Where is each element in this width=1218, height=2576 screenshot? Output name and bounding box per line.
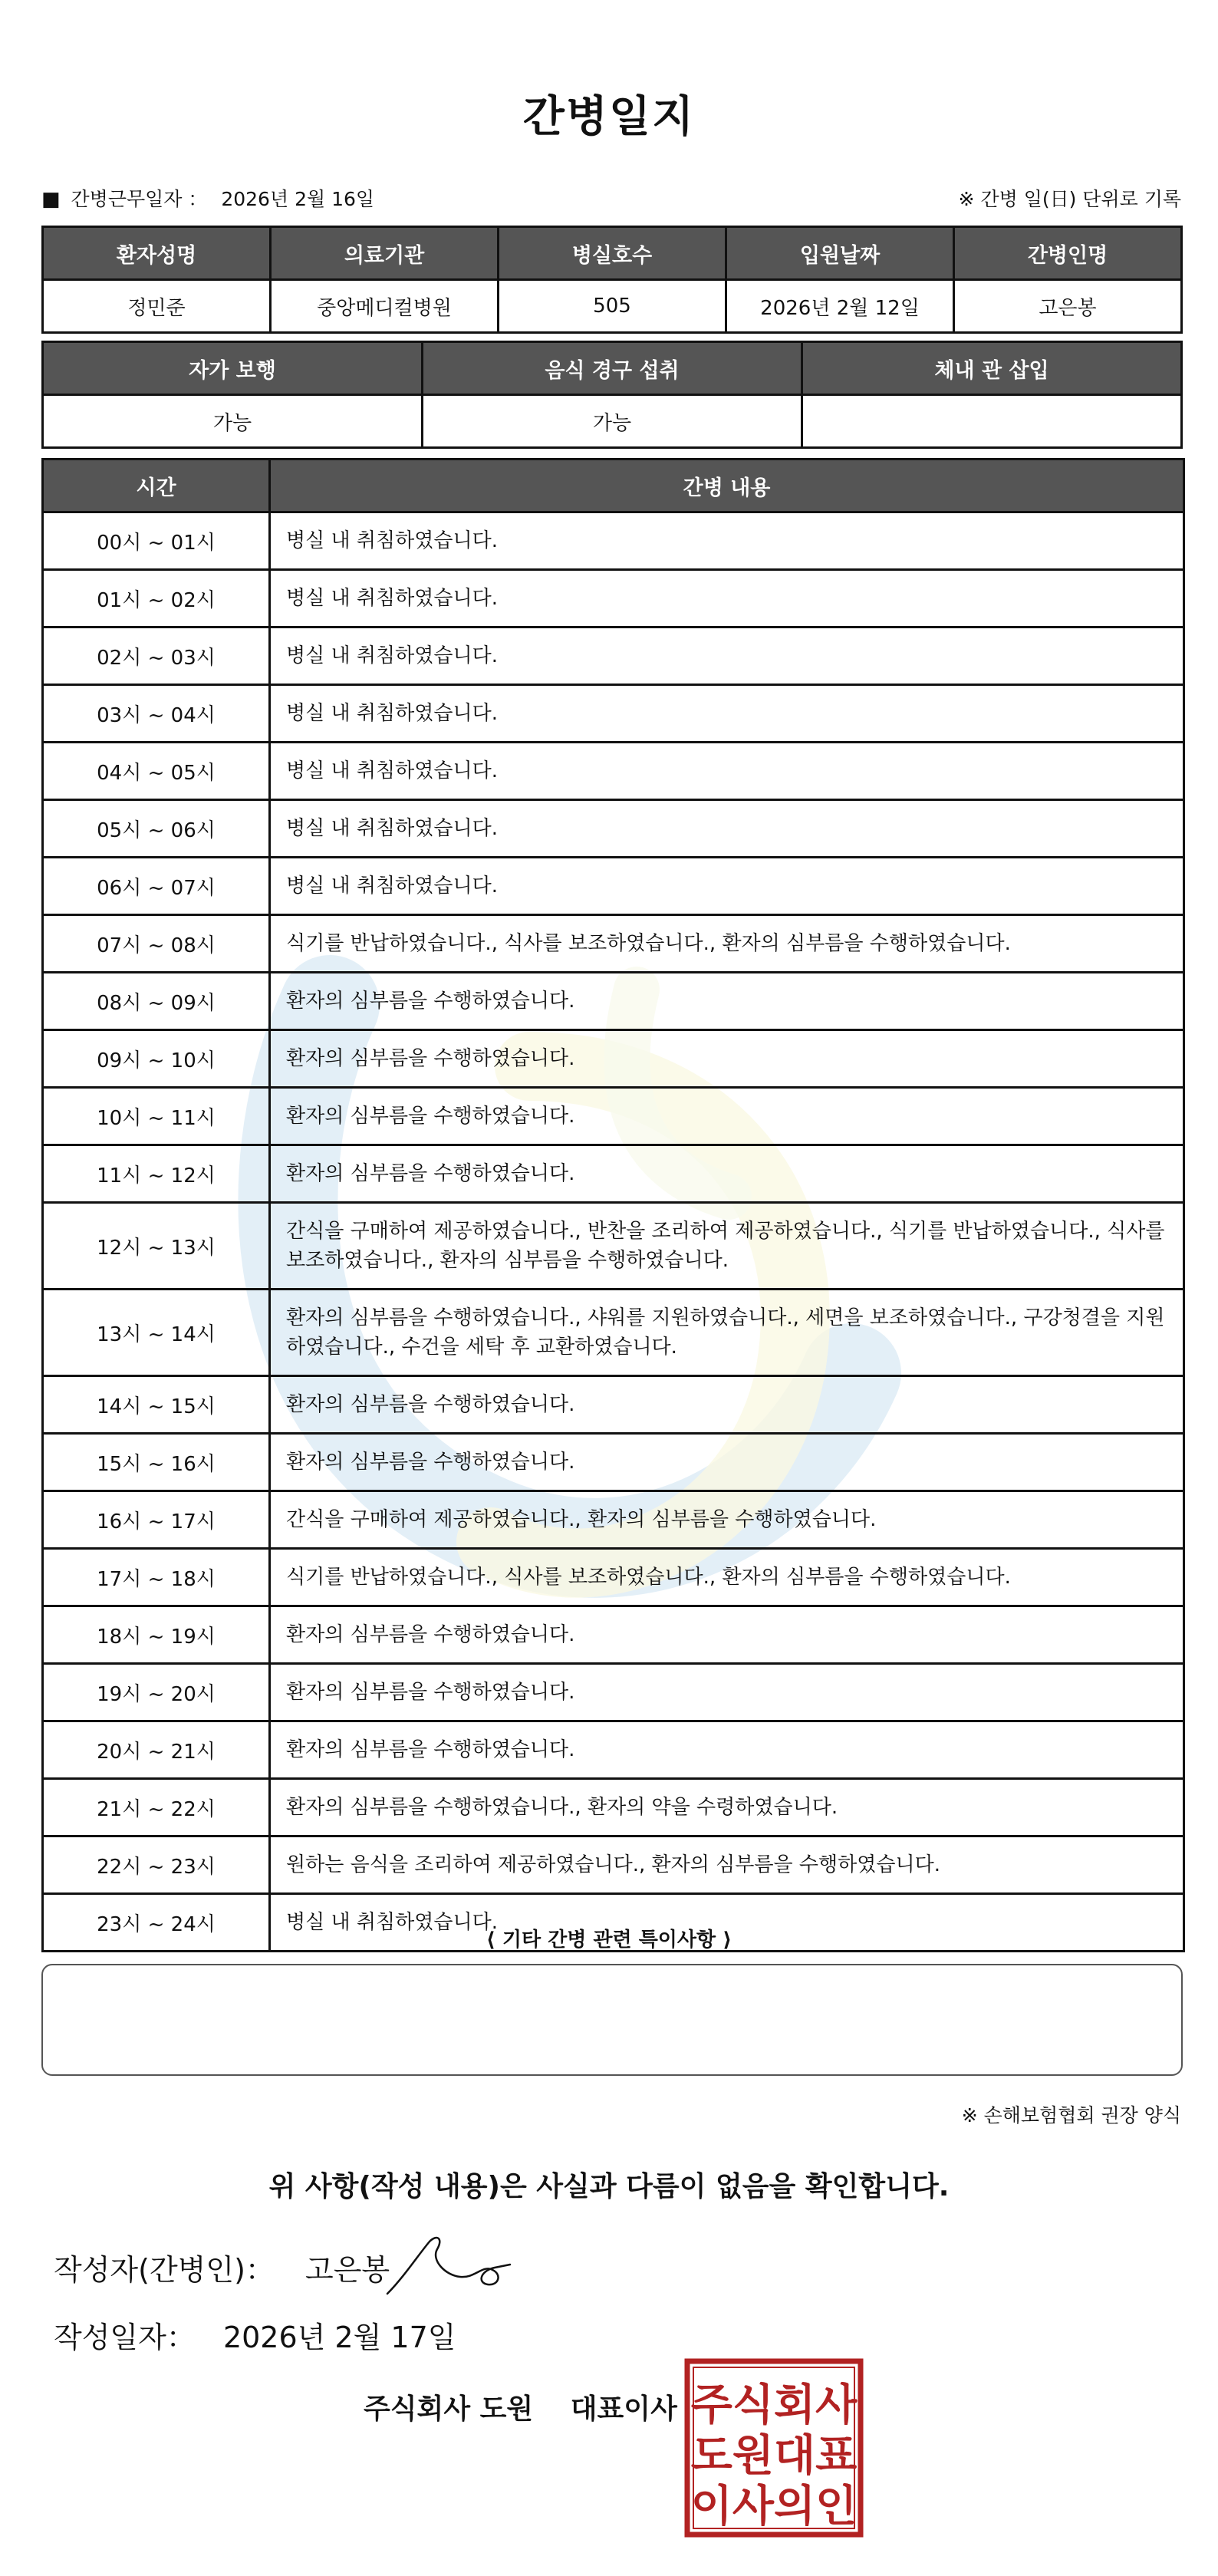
work-date: [41, 184, 374, 212]
log-row: [43, 915, 1184, 973]
log-time: 20시 ~ 21시: [43, 1721, 270, 1779]
log-content: 환자의 심부름을 수행하였습니다.: [270, 1030, 1184, 1088]
log-time: 05시 ~ 06시: [43, 800, 270, 858]
log-content: 병실 내 취침하였습니다.: [270, 685, 1184, 743]
caregiver-name: 고은봉: [954, 280, 1182, 333]
page-title: 간병일지: [522, 92, 696, 142]
square-bullet-icon: ■: [41, 188, 61, 211]
log-row: [43, 800, 1184, 858]
log-time: 06시 ~ 07시: [43, 858, 270, 915]
header-admission-date: 입원날짜: [726, 227, 954, 280]
self-walking: 가능: [43, 395, 423, 448]
company-name: 주식회사 도원: [364, 2393, 534, 2425]
header-care-content: 간병 내용: [270, 460, 1184, 512]
log-row: [43, 1088, 1184, 1145]
signature-image: [384, 2232, 514, 2301]
header-tube-insertion: 체내 관 삽입: [802, 342, 1182, 395]
log-content: 환자의 심부름을 수행하였습니다., 샤워를 지원하였습니다., 세면을 보조하였습니다., 구강청결을 지원하였습니다., 수건을 세탁 후 교환하였습니다.: [270, 1290, 1184, 1376]
log-content: 병실 내 취침하였습니다.: [270, 800, 1184, 858]
log-content: 병실 내 취침하였습니다.: [270, 628, 1184, 685]
log-time: 07시 ~ 08시: [43, 915, 270, 973]
log-content: 환자의 심부름을 수행하였습니다., 환자의 약을 수령하였습니다.: [270, 1779, 1184, 1836]
special-notes-title: ⟨ 기타 간병 관련 특이사항 ⟩: [486, 1929, 732, 1952]
log-row: [43, 1836, 1184, 1894]
writer-line: [54, 2246, 390, 2288]
written-date-line: [54, 2314, 456, 2356]
log-content: 환자의 심부름을 수행하였습니다.: [270, 973, 1184, 1030]
status-header-row: [43, 342, 1182, 395]
company-seal-stamp: [684, 2358, 864, 2538]
log-content: 원하는 음식을 조리하여 제공하였습니다., 환자의 심부름을 수행하였습니다.: [270, 1836, 1184, 1894]
log-time: 13시 ~ 14시: [43, 1290, 270, 1376]
log-row: [43, 973, 1184, 1030]
work-date-value: 2026년 2월 16일: [221, 188, 375, 210]
patient-status-table: [41, 341, 1183, 449]
log-content: 환자의 심부름을 수행하였습니다.: [270, 1664, 1184, 1721]
log-header-row: [43, 460, 1184, 512]
company-representative: 대표이사: [570, 2393, 677, 2425]
log-time: 04시 ~ 05시: [43, 743, 270, 800]
log-row: [43, 1145, 1184, 1203]
hospital: 중앙메디컬병원: [271, 280, 499, 333]
log-time: 14시 ~ 15시: [43, 1376, 270, 1434]
log-time: 17시 ~ 18시: [43, 1549, 270, 1606]
unit-note: ※ 간병 일(日) 단위로 기록: [958, 188, 1181, 210]
confirm-statement: 위 사항(작성 내용)은 사실과 다름이 없음을 확인합니다.: [268, 2171, 950, 2202]
header-self-walking: 자가 보행: [43, 342, 423, 395]
form-note: ※ 손해보험협회 권장 양식: [961, 2104, 1181, 2126]
log-row: [43, 1664, 1184, 1721]
log-row: [43, 743, 1184, 800]
writer-name: 고은봉: [305, 2253, 390, 2287]
special-notes-box: [41, 1964, 1183, 2076]
log-content: 병실 내 취침하였습니다.: [270, 743, 1184, 800]
patient-name: 정민준: [43, 280, 271, 333]
log-row: [43, 1549, 1184, 1606]
log-time: 16시 ~ 17시: [43, 1491, 270, 1549]
log-time: 08시 ~ 09시: [43, 973, 270, 1030]
admission-date: 2026년 2월 12일: [726, 280, 954, 333]
log-row: [43, 685, 1184, 743]
oral-intake: 가능: [423, 395, 802, 448]
log-time: 19시 ~ 20시: [43, 1664, 270, 1721]
writer-label: 작성자(간병인)：: [54, 2253, 275, 2287]
info-header-row: [43, 227, 1182, 280]
log-time: 15시 ~ 16시: [43, 1434, 270, 1491]
log-row: [43, 1030, 1184, 1088]
header-caregiver-name: 간병인명: [954, 227, 1182, 280]
log-time: 22시 ~ 23시: [43, 1836, 270, 1894]
log-content: 간식을 구매하여 제공하였습니다., 반찬을 조리하여 제공하였습니다., 식기를 반납하였습니다., 식사를 보조하였습니다., 환자의 심부름을 수행하였습니다.: [270, 1203, 1184, 1290]
log-content: 병실 내 취침하였습니다.: [270, 570, 1184, 628]
log-time: 10시 ~ 11시: [43, 1088, 270, 1145]
header-oral-intake: 음식 경구 섭취: [423, 342, 802, 395]
written-date-value: 2026년 2월 17일: [222, 2321, 456, 2354]
log-time: 18시 ~ 19시: [43, 1606, 270, 1664]
log-row: [43, 1779, 1184, 1836]
log-row: [43, 1721, 1184, 1779]
room-number: 505: [499, 280, 726, 333]
seal-line-2: 도원대표: [690, 2431, 858, 2481]
log-content: 병실 내 취침하였습니다.: [270, 512, 1184, 570]
tube-insertion: [802, 395, 1182, 448]
log-content: 간식을 구매하여 제공하였습니다., 환자의 심부름을 수행하였습니다.: [270, 1491, 1184, 1549]
log-row: [43, 1491, 1184, 1549]
info-value-row: [43, 280, 1182, 333]
log-time: 00시 ~ 01시: [43, 512, 270, 570]
header-room-number: 병실호수: [499, 227, 726, 280]
header-hospital: 의료기관: [271, 227, 499, 280]
log-time: 03시 ~ 04시: [43, 685, 270, 743]
log-content: 환자의 심부름을 수행하였습니다.: [270, 1376, 1184, 1434]
work-date-label: 간병근무일자 ：: [71, 188, 208, 210]
log-row: [43, 1434, 1184, 1491]
company-line: [364, 2387, 677, 2426]
log-content: 식기를 반납하였습니다., 식사를 보조하였습니다., 환자의 심부름을 수행하였습니다.: [270, 915, 1184, 973]
log-content: 식기를 반납하였습니다., 식사를 보조하였습니다., 환자의 심부름을 수행하였습니다.: [270, 1549, 1184, 1606]
log-content: 환자의 심부름을 수행하였습니다.: [270, 1088, 1184, 1145]
log-content: 환자의 심부름을 수행하였습니다.: [270, 1606, 1184, 1664]
log-content: 환자의 심부름을 수행하였습니다.: [270, 1721, 1184, 1779]
log-row: [43, 570, 1184, 628]
log-time: 01시 ~ 02시: [43, 570, 270, 628]
log-row: [43, 1376, 1184, 1434]
log-row: [43, 858, 1184, 915]
log-row: [43, 1290, 1184, 1376]
log-content: 병실 내 취침하였습니다.: [270, 1894, 1184, 1952]
log-content: 환자의 심부름을 수행하였습니다.: [270, 1145, 1184, 1203]
care-log-table: [41, 458, 1185, 1952]
header-time: 시간: [43, 460, 270, 512]
log-time: 02시 ~ 03시: [43, 628, 270, 685]
log-time: 21시 ~ 22시: [43, 1779, 270, 1836]
log-content: 병실 내 취침하였습니다.: [270, 858, 1184, 915]
log-content: 환자의 심부름을 수행하였습니다.: [270, 1434, 1184, 1491]
log-time: 11시 ~ 12시: [43, 1145, 270, 1203]
log-row: [43, 1203, 1184, 1290]
header-patient-name: 환자성명: [43, 227, 271, 280]
meta-row: [41, 184, 1181, 212]
patient-info-table: [41, 226, 1183, 334]
seal-line-3: 이사의인: [690, 2482, 858, 2532]
seal-line-1: 주식회사: [690, 2380, 858, 2430]
log-row: [43, 512, 1184, 570]
log-time: 09시 ~ 10시: [43, 1030, 270, 1088]
log-time: 12시 ~ 13시: [43, 1203, 270, 1290]
log-row: [43, 1606, 1184, 1664]
log-time: 23시 ~ 24시: [43, 1894, 270, 1952]
written-date-label: 작성일자：: [54, 2321, 196, 2354]
status-value-row: [43, 395, 1182, 448]
log-row: [43, 628, 1184, 685]
